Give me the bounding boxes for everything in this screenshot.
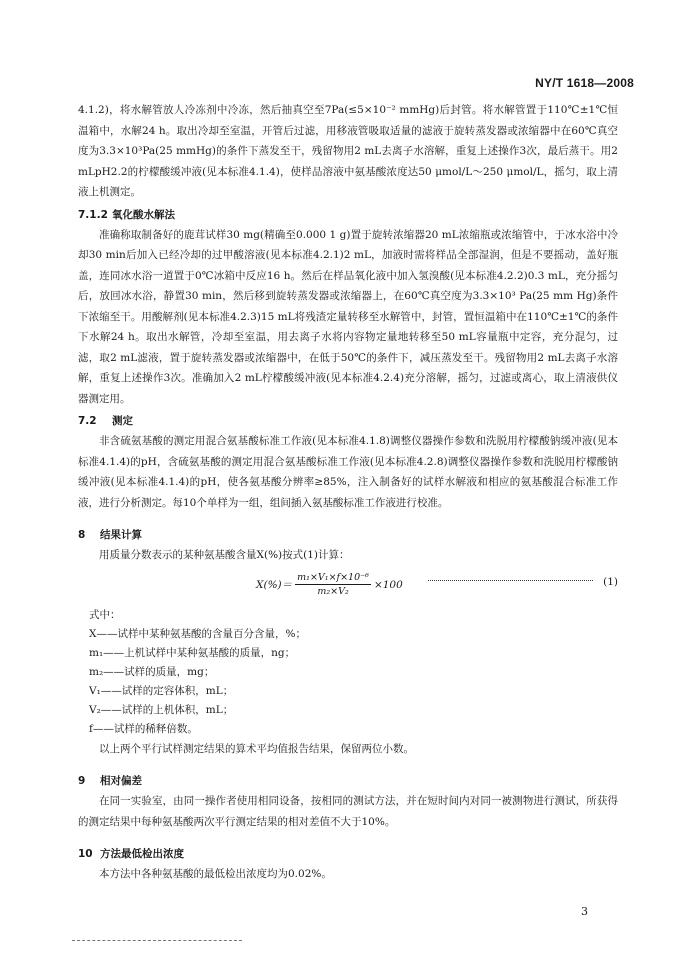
- section-title: 结果计算: [100, 529, 142, 541]
- definition-item: V₂——试样的上机体积，mL；: [89, 703, 234, 716]
- section-10-text: 本方法中各种氨基酸的最低检出浓度均为0.02%。: [99, 868, 332, 880]
- section-number: 9: [78, 775, 86, 787]
- section-7-2-text: 非含硫氨基酸的测定用混合氨基酸标准工作液(见本标准4.1.8)调整仪器操作参数和洗脱用柠檬酸钠缓冲液(见本标准4.1.4)的pH，含硫氨基酸的测定用混合氨基酸标准工作液(见本标准4.2.8)调整仪器操作参数和洗脱用柠檬酸钠缓冲液(见本标准4.1.4)的pH，使各氨基酸分辨率≥85%，注入制备好的试样水解液和相应的氨基酸混合标准工作液，进行分析测定。每10个单样为一组，组间插入氨基酸标准工作液进行校准。: [78, 435, 618, 509]
- definition-item: X——试样中某种氨基酸的含量百分含量，%；: [89, 627, 306, 640]
- where-label: 式中：: [89, 608, 121, 621]
- formula-denominator: m₂×V₂: [317, 586, 349, 597]
- result-note: 以上两个平行试样测定结果的算术平均值报告结果，保留两位小数。: [99, 742, 414, 755]
- definition-item: f——试样的稀释倍数。: [89, 722, 198, 735]
- definition-item: m₂——试样的质量，mg；: [89, 665, 215, 678]
- continued-paragraph: 4.1.2)，将水解管放人冷冻剂中冷冻，然后抽真空至7Pa(≤5×10⁻² mmHg)后封管。将水解管置于110℃±1℃恒温箱中，水解24 h。取出冷却至室温，开管后过滤，用移液管吸取适量的滤液于旋转蒸发器或浓缩器中在60℃真空度为3.3×10³Pa(25 mmHg)的条件下蒸发至干，残留物用2 mL去离子水溶解，重复上述操作3次，最后蒸干。用2 mLpH2.2的柠檬酸缓冲液(见本标准4.1.4)，使样品溶液中氨基酸浓度达50 μmol/L～250 μmol/L，摇匀，取上清液上机测定。: [78, 104, 618, 198]
- page-number: 3: [581, 905, 588, 918]
- section-8-heading: [78, 525, 618, 545]
- document-body: [78, 100, 618, 885]
- formula-intro: 用质量分数表示的某种氨基酸含量X(%)按式(1)计算：: [99, 549, 350, 561]
- section-title: 相对偏差: [100, 775, 142, 787]
- section-number: 7.2: [78, 415, 97, 427]
- formula-numerator: m₁×V₁×f×10⁻⁶: [297, 572, 369, 583]
- formula-1: [78, 568, 618, 602]
- definition-item: m₁——上机试样中某种氨基酸的质量，ng；: [89, 646, 296, 659]
- section-9-heading: [78, 771, 618, 791]
- section-7-2-heading: [78, 411, 618, 431]
- standard-code: NY/T 1618—2008: [535, 76, 634, 90]
- formula-number: [428, 576, 618, 588]
- definition-item: V₁——试样的定容体积，mL；: [89, 684, 234, 697]
- section-number: 10: [78, 848, 93, 860]
- formula-leader-dots: [428, 579, 593, 581]
- section-7-1-2-text: 准确称取制备好的鹿茸试样30 mg(精确至0.000 1 g)置于旋转浓缩器20 mL浓缩瓶或浓缩管中，于冰水浴中冷却30 min后加入已经冷却的过甲酸溶液(见本标准4.2.1)2 mL，加液时需将样品全部湿润，但是不要摇动，盖好瓶盖，连同冰水浴一道置于0℃冰箱中反应16 h。然后在样品氧化液中加入氢溴酸(见本标准4.2.2)0.3 mL，充分摇匀后，放回冰水浴，静置30 min，然后移到旋转蒸发器或浓缩器上，在60℃真空度为3.3×10³ Pa(25 mm Hg)条件下浓缩至干。用酸解剂(见本标准4.2.3)15 mL将残渣定量转移至水解管中，封管，置恒温箱中在110℃±1℃的条件下水解24 h。取出水解管，冷却至室温，用去离子水将内容物定量地转移至50 mL容量瓶中定容，充分混匀，过滤，取2 mL滤液，置于旋转蒸发器或浓缩器中，在低于50℃的条件下，减压蒸发至干。残留物用2 mL去离子水溶解，重复上述操作3次。准确加入2 mL柠檬酸缓冲液(见本标准4.2.4)充分溶解，摇匀，过滤或离心，取上清液供仪器测定用。: [78, 228, 618, 405]
- formula-lhs: X(%)＝: [256, 579, 293, 591]
- section-7-1-2-heading: [78, 205, 618, 225]
- formula-tail: ×100: [373, 578, 403, 591]
- formula-fraction: [295, 572, 371, 597]
- section-title: 测定: [112, 415, 133, 427]
- section-10-heading: [78, 844, 618, 864]
- formula-tag: (1): [603, 575, 618, 588]
- formula-expression: [256, 570, 403, 600]
- section-9-text: 在同一实验室，由同一操作者使用相同设备，按相同的测试方法，并在短时间内对同一被测物进行测试，所获得的测定结果中每种氨基酸两次平行测定结果的相对差值不大于10%。: [78, 795, 618, 828]
- section-title: 氧化酸水解法: [112, 208, 175, 221]
- footer-rule: [72, 940, 242, 941]
- section-title: 方法最低检出浓度: [100, 848, 184, 860]
- section-number: 8: [78, 529, 86, 541]
- section-number: 7.1.2: [78, 208, 108, 221]
